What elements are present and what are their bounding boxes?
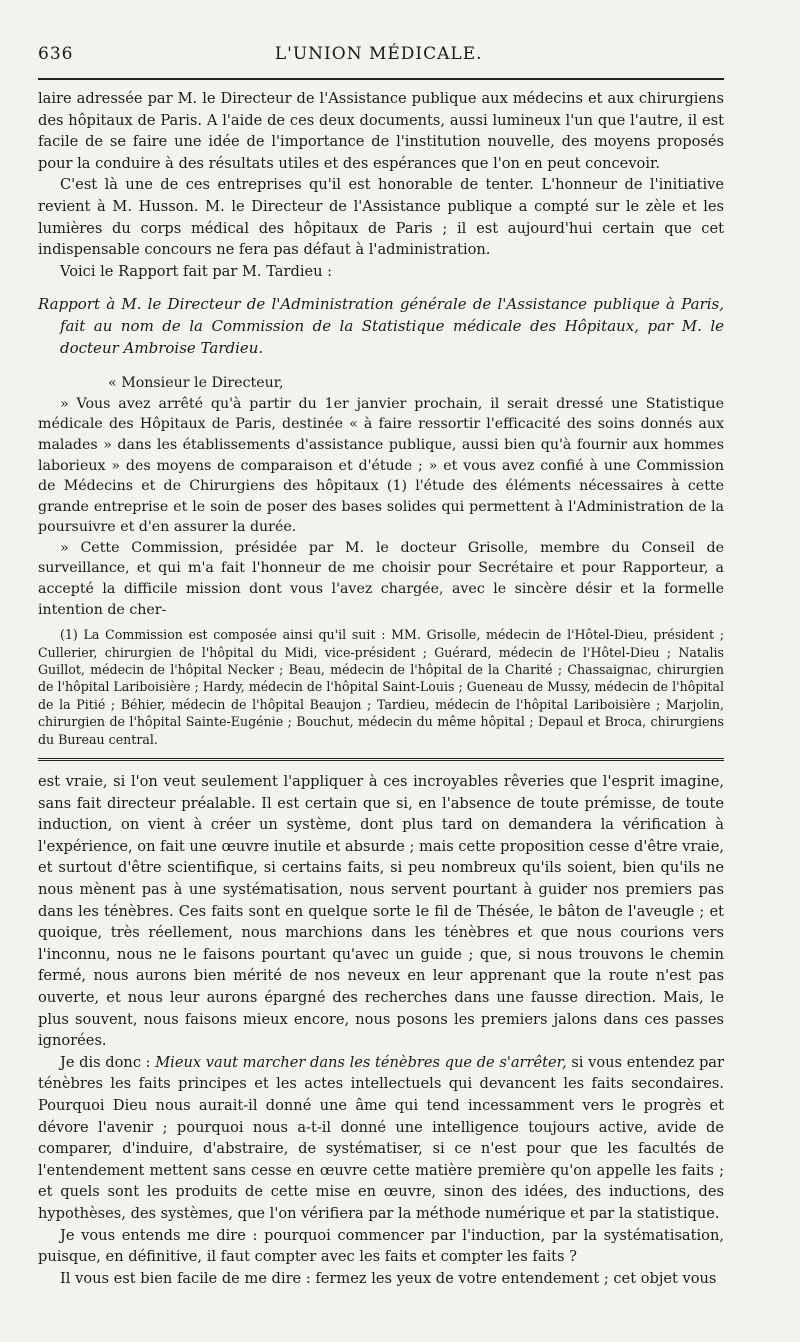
continued-paragraph-4: Il vous est bien facile de me dire : fermez les yeux de votre entendement ; cet objet vous (60, 1269, 717, 1287)
continued-paragraph-3: Je vous entends me dire : pourquoi commencer par l'induction, par la systématisation, puisque, en définitive, il faut compter avec les faits et compter les faits ? (38, 1226, 724, 1266)
section-divider (38, 758, 724, 761)
paragraph-2-start: Je dis donc : (60, 1053, 156, 1071)
letter-text (38, 373, 724, 620)
report-title: Rapport à M. le Directeur de l'Administration générale de l'Assistance publique à Paris, fait au nom de la Commission de la Statistique médicale des Hôpitaux, par M. le docteur Ambroise Tardieu. (38, 295, 724, 357)
header-rule (38, 78, 724, 80)
footnote-section (38, 626, 724, 748)
running-header (38, 44, 724, 68)
letter-paragraph-1: » Vous avez arrêté qu'à partir du 1er janvier prochain, il serait dressé une Statistique médicale des Hôpitaux de Paris, destinée « à faire ressortir l'efficacité des soins donnés aux malades » dans les établissements d'assistance publique, aussi bien qu'à fournir aux hommes laborieux » des moyens de comparaison et d'étude ; » et vous avez confié à une Commission de Médecins et de Chirurgiens des hôpitaux (1) l'étude des éléments nécessaires à cette grande entreprise et le soin de poser des bases solides qui permettent à l'Administration de la poursuivre et d'en assurer la durée. (38, 395, 724, 536)
footnote-1: (1) La Commission est composée ainsi qu'il suit : MM. Grisolle, médecin de l'Hôtel-Dieu, président ; Cullerier, chirurgien de l'hôpital du Midi, vice-président ; Guérard, médecin de l'Hôtel-Dieu ; Natalis Guillot, médecin de l'hôpital Necker ; Beau, médecin de l'hôpital de la Charité ; Chassaignac, chirurgien de l'hôpital Lariboisière ; Hardy, médecin de l'hôpital Saint-Louis ; Gueneau de Mussy, médecin de l'hôpital de la Pitié ; Béhier, médecin de l'hôpital Beaujon ; Tardieu, médecin de l'hôpital Lariboisière ; Marjolin, chirurgien de l'hôpital Sainte-Eugénie ; Bouchut, médecin du même hôpital ; Depaul et Broca, chirurgiens du Bureau central. (38, 627, 724, 747)
paragraph-2-rest: si vous entendez par ténèbres les faits principes et les actes intellectuels qui devancent les faits secondaires. Pourquoi Dieu nous aurait-il donné une âme qui tend incessamment vers le progrès et dévore l'avenir ; pourquoi nous a-t-il donné une intelligence toujours active, avide de comparer, d'induire, d'abstraire, de systématiser, si ce n'est pour que les facultés de l'entendement mettent sans cesse en œuvre cette matière première qu'on appelle les faits ; et quels sont les produits de cette mise en œuvre, sinon des idées, des inductions, des hypothèses, des systèmes, que l'on vérifiera par la méthode numérique et par la statistique. (38, 1053, 724, 1222)
journal-title: L'UNION MÉDICALE. (274, 44, 483, 64)
continued-paragraph-2 (38, 1052, 724, 1225)
page-number: 636 (38, 44, 74, 64)
italic-maxim: Mieux vaut marcher dans les ténèbres que de s'arrêter, (155, 1053, 567, 1071)
letter-paragraph-2: » Cette Commission, présidée par M. le docteur Grisolle, membre du Conseil de surveillance, et qui m'a fait l'honneur de me choisir pour Secrétaire et pour Rapporteur, a accepté la difficile mission dont vous l'avez chargée, avec le sincère désir et la formelle intention de cher- (38, 539, 724, 618)
intro-paragraph-1: laire adressée par M. le Directeur de l'Assistance publique aux médecins et aux chirurgiens des hôpitaux de Paris. A l'aide de ces deux documents, aussi lumineux l'un que l'autre, il est facile de se faire une idée de l'importance de l'institution nouvelle, des moyens proposés pour la conduire à des résultats utiles et des espérances que l'on en peut concevoir. (38, 90, 724, 172)
letter-salutation: « Monsieur le Directeur, (108, 375, 284, 392)
intro-paragraph-2: C'est là une de ces entreprises qu'il est honorable de tenter. L'honneur de l'initiative revient à M. Husson. M. le Directeur de l'Assistance publique a compté sur le zèle et les lumières du corps médical des hôpitaux de Paris ; il est aujourd'hui certain que cet indispensable concours ne fera pas défaut à l'administration. (38, 176, 724, 259)
document-page (38, 44, 724, 1289)
intro-paragraph-3: Voici le Rapport fait par M. Tardieu : (60, 262, 333, 280)
continued-paragraph-1: est vraie, si l'on veut seulement l'appliquer à ces incroyables rêveries que l'esprit imagine, sans fait directeur préalable. Il est certain que si, en l'absence de toute prémisse, de toute induction, on vient à créer un système, dont plus tard on demandera la vérification à l'expérience, on fait une œuvre inutile et absurde ; mais cette proposition cesse d'être vraie, et surtout d'être scientifique, si certains faits, si peu nombreux qu'ils soient, bien qu'ils ne nous mènent pas à une systématisation, nous servent pourtant à guider nos premiers pas dans les ténèbres. Ces faits sont en quelque sorte le fil de Thésée, le bâton de l'aveugle ; et quoique, très réellement, nous marchions dans les ténèbres et que nous courions vers l'inconnu, nous ne le faisons pourtant qu'avec un guide ; que, si nous trouvons le chemin fermé, nous aurons bien mérité de nos neveux en leur apprenant que la route n'est pas ouverte, et nous leur aurons épargné des recherches dans une fausse direction. Mais, le plus souvent, nous faisons mieux encore, nous posons les premiers jalons dans ces passes ignorées. (38, 773, 724, 1050)
continued-article (38, 771, 724, 1289)
